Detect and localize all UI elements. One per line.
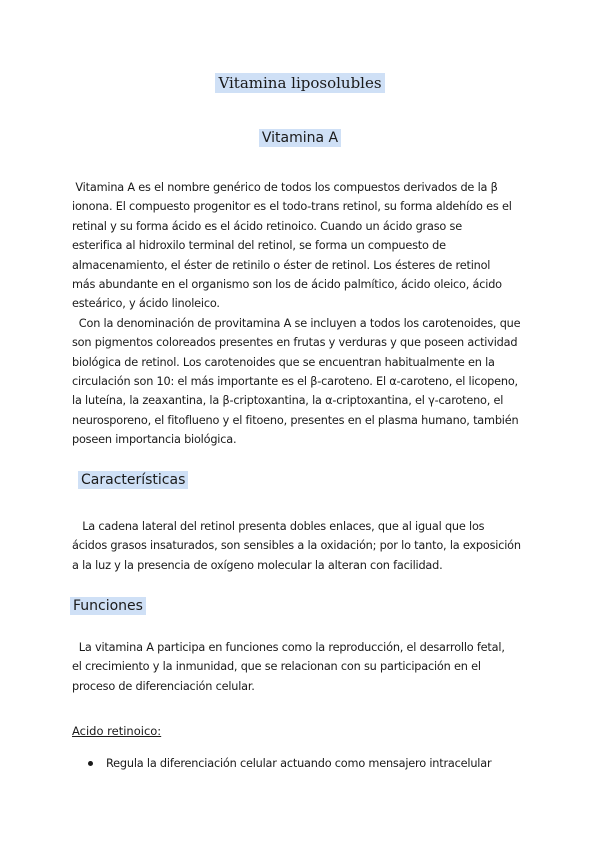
intro-paragraph: Vitamina A es el nombre genérico de todos los compuestos derivados de la β ionona. El compuesto progenitor es el todo-trans retinol, su forma aldehído es el retinal y su forma ácido es el ácido retinoico. Cuando un ácido graso se esterifica al hidroxilo terminal del retinol, se forma un compuesto de almacenamiento, el éster de retinilo o éster de retinol. Los ésteres de retinol más abundante en el organismo son los de ácido palmítico, ácido oleico, ácido esteárico, y ácido linoleico. Con la denominación de provitamina A se incluyen a todos los carotenoides, que son pigmentos coloreados presentes en frutas y verduras y que poseen actividad biológica de retinol. Los carotenoides que se encuentran habitualmente en la circulación son 10: el más importante es el β-caroteno. El α-caroteno, el licopeno, la luteína, la zeaxantina, la β-criptoxantina, la α-criptoxantina, el γ-caroteno, el neurosporeno, el fitoflueno y el fitoeno, presentes en el plasma humano, también poseen importancia biológica. (72, 181, 521, 447)
bullet-text: Regula la diferenciación celular actuando como mensajero intracelular (106, 757, 492, 770)
heading-caracteristicas-text: Características (78, 471, 188, 489)
list-item (88, 757, 491, 770)
heading-funciones-text: Funciones (70, 597, 146, 615)
document-title (0, 74, 600, 92)
heading-caracteristicas (78, 472, 188, 488)
heading-funciones (70, 598, 146, 614)
section-title-vitamina-a-text: Vitamina A (259, 129, 341, 147)
acido-retinoico-heading: Acido retinoico: (72, 724, 162, 738)
section-title-vitamina-a (0, 130, 600, 146)
caracteristicas-paragraph: La cadena lateral del retinol presenta dobles enlaces, que al igual que los ácidos grasos insaturados, son sensibles a la oxidación; por lo tanto, la exposición a la luz y la presencia de oxígeno molecular la alteran con facilidad. (72, 520, 521, 572)
funciones-paragraph: La vitamina A participa en funciones como la reproducción, el desarrollo fetal, el crecimiento y la inmunidad, que se relacionan con su participación en el proceso de diferenciación celular. (72, 641, 505, 693)
acido-bullet-list (88, 757, 491, 770)
document-title-text: Vitamina liposolubles (215, 73, 384, 93)
bullet-icon (88, 761, 93, 766)
